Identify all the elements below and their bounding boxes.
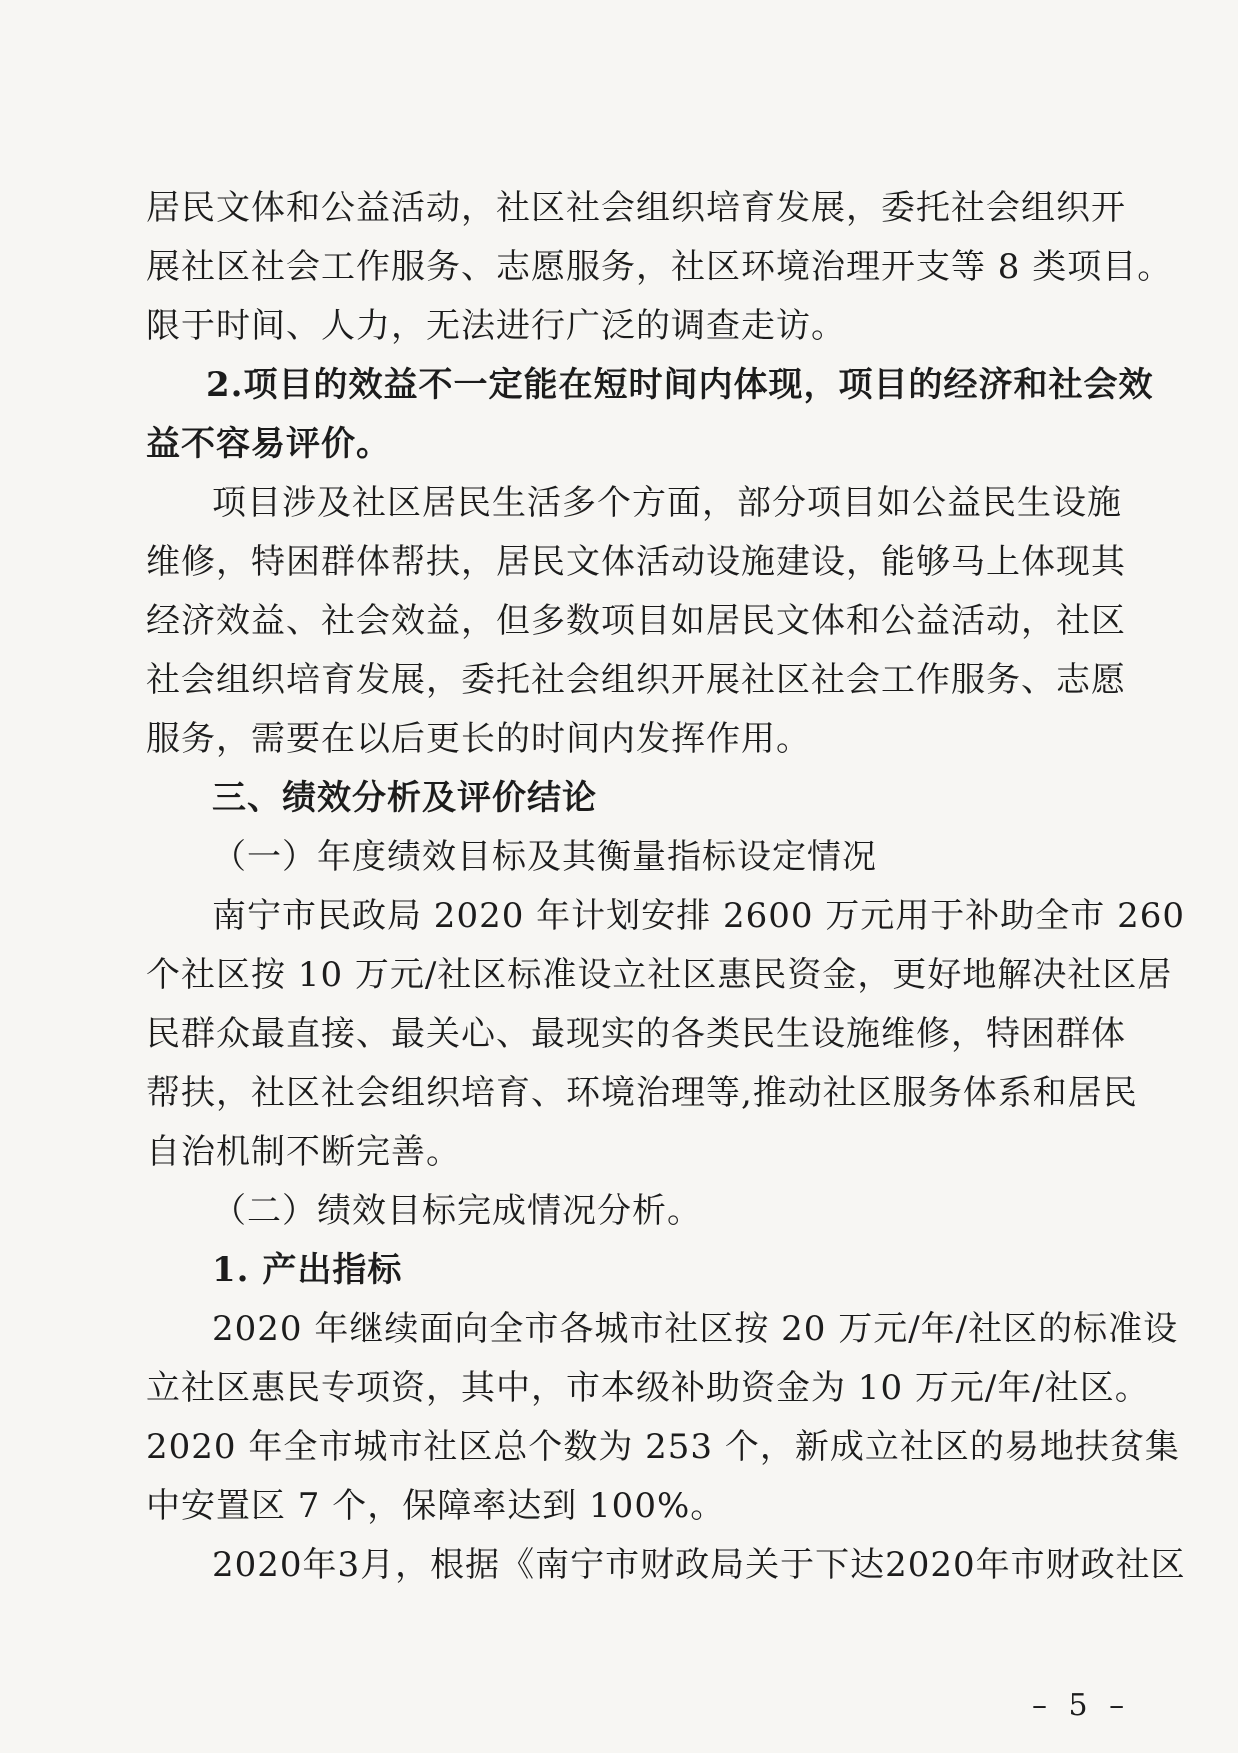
paragraph-line: 2020 年全市城市社区总个数为 253 个，新成立社区的易地扶贫集 — [146, 1427, 1180, 1467]
item-heading: 1. 产出指标 — [212, 1250, 403, 1290]
paragraph-line: 居民文体和公益活动，社区社会组织培育发展，委托社会组织开 — [146, 188, 1126, 228]
paragraph-line: 社会组织培育发展，委托社会组织开展社区社会工作服务、志愿 — [146, 660, 1126, 700]
paragraph-line: 维修，特困群体帮扶，居民文体活动设施建设，能够马上体现其 — [146, 542, 1126, 582]
paragraph-line: 限于时间、人力，无法进行广泛的调查走访。 — [146, 306, 846, 346]
paragraph-line: 自治机制不断完善。 — [146, 1132, 461, 1172]
section-heading: 三、绩效分析及评价结论 — [212, 778, 597, 818]
paragraph-line: 南宁市民政局 2020 年计划安排 2600 万元用于补助全市 260 — [212, 896, 1185, 936]
heading-line: 益不容易评价。 — [146, 424, 391, 464]
subsection-heading: （一）年度绩效目标及其衡量指标设定情况 — [212, 837, 877, 877]
paragraph-line: 2020年3月，根据《南宁市财政局关于下达2020年市财政社区 — [212, 1545, 1186, 1585]
paragraph-line: 经济效益、社会效益，但多数项目如居民文体和公益活动，社区 — [146, 601, 1126, 641]
paragraph-line: 民群众最直接、最关心、最现实的各类民生设施维修，特困群体 — [146, 1014, 1126, 1054]
paragraph-line: 展社区社会工作服务、志愿服务，社区环境治理开支等 8 类项目。 — [146, 247, 1173, 287]
page-number: – 5 – — [1032, 1688, 1131, 1723]
paragraph-line: 项目涉及社区居民生活多个方面，部分项目如公益民生设施 — [212, 483, 1122, 523]
paragraph-line: 中安置区 7 个，保障率达到 100%。 — [146, 1486, 726, 1526]
paragraph-line: 帮扶，社区社会组织培育、环境治理等,推动社区服务体系和居民 — [146, 1073, 1138, 1113]
paragraph-line: 2020 年继续面向全市各城市社区按 20 万元/年/社区的标准设 — [212, 1309, 1179, 1349]
subsection-heading: （二）绩效目标完成情况分析。 — [212, 1191, 702, 1231]
paragraph-line: 个社区按 10 万元/社区标准设立社区惠民资金，更好地解决社区居 — [146, 955, 1173, 995]
heading-line: 2.项目的效益不一定能在短时间内体现，项目的经济和社会效 — [206, 365, 1154, 405]
paragraph-line: 服务，需要在以后更长的时间内发挥作用。 — [146, 719, 811, 759]
paragraph-line: 立社区惠民专项资，其中，市本级补助资金为 10 万元/年/社区。 — [146, 1368, 1150, 1408]
